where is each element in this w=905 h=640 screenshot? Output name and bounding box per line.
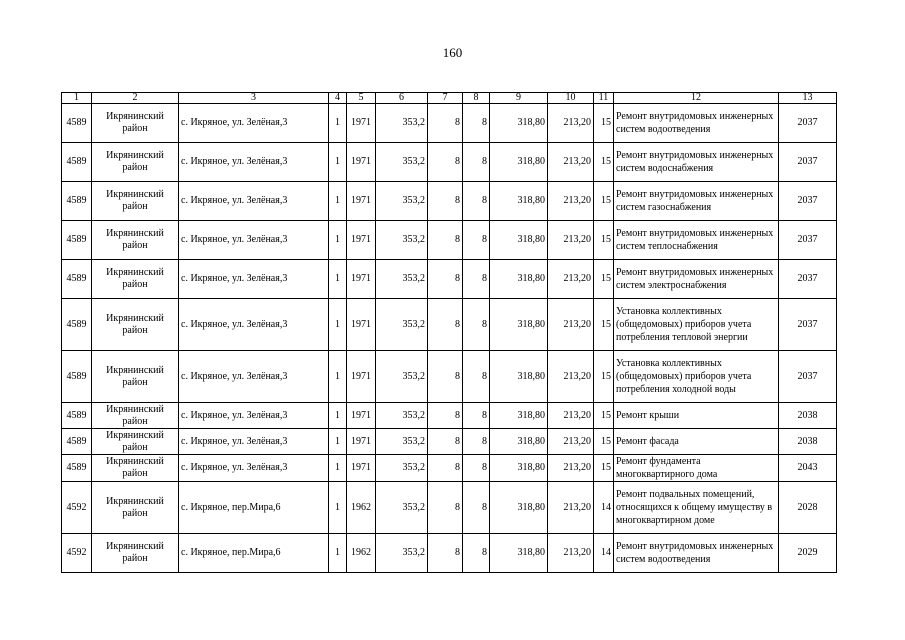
col8-cell: 8 [463, 182, 490, 221]
district-cell: Икрянинский район [92, 143, 179, 182]
table-row [62, 455, 837, 482]
year-cell: 1971 [347, 429, 376, 455]
col11-cell: 14 [594, 482, 614, 534]
col10-cell: 213,20 [548, 221, 594, 260]
work-type-cell: Ремонт подвальных помещений, относящихся к общему имуществу в многоквартирном доме [614, 482, 779, 534]
work-type-cell: Ремонт внутридомовых инженерных систем электроснабжения [614, 260, 779, 299]
district-cell: Икрянинский район [92, 351, 179, 403]
work-type-cell: Ремонт внутридомовых инженерных систем газоснабжения [614, 182, 779, 221]
col7-cell: 8 [428, 182, 463, 221]
col8-cell: 8 [463, 429, 490, 455]
address-cell: с. Икряное, пер.Мира,6 [179, 482, 329, 534]
row-id: 4589 [62, 221, 92, 260]
due-year-cell: 2037 [779, 104, 837, 143]
area-cell: 353,2 [376, 182, 428, 221]
district-cell: Икрянинский район [92, 429, 179, 455]
col11-cell: 15 [594, 260, 614, 299]
address-cell: с. Икряное, ул. Зелёная,3 [179, 143, 329, 182]
col7-cell: 8 [428, 260, 463, 299]
col9-cell: 318,80 [490, 534, 548, 573]
row-id: 4589 [62, 260, 92, 299]
due-year-cell: 2037 [779, 351, 837, 403]
col9-cell: 318,80 [490, 403, 548, 429]
district-cell: Икрянинский район [92, 403, 179, 429]
col7-cell: 8 [428, 482, 463, 534]
work-type-cell: Ремонт фундамента многоквартирного дома [614, 455, 779, 482]
col9-cell: 318,80 [490, 104, 548, 143]
table-row [62, 143, 837, 182]
col7-cell: 8 [428, 403, 463, 429]
col8-cell: 8 [463, 351, 490, 403]
work-type-cell: Ремонт фасада [614, 429, 779, 455]
col4-cell: 1 [329, 534, 347, 573]
area-cell: 353,2 [376, 221, 428, 260]
col7-cell: 8 [428, 143, 463, 182]
row-id: 4589 [62, 299, 92, 351]
col7-cell: 8 [428, 429, 463, 455]
address-cell: с. Икряное, пер.Мира,6 [179, 534, 329, 573]
work-type-cell: Ремонт внутридомовых инженерных систем водоснабжения [614, 143, 779, 182]
due-year-cell: 2043 [779, 455, 837, 482]
address-cell: с. Икряное, ул. Зелёная,3 [179, 260, 329, 299]
col4-cell: 1 [329, 182, 347, 221]
district-cell: Икрянинский район [92, 299, 179, 351]
col4-cell: 1 [329, 403, 347, 429]
year-cell: 1971 [347, 455, 376, 482]
col8-cell: 8 [463, 299, 490, 351]
column-number-11: 11 [594, 93, 614, 104]
district-cell: Икрянинский район [92, 534, 179, 573]
column-number-8: 8 [463, 93, 490, 104]
column-number-1: 1 [62, 93, 92, 104]
col10-cell: 213,20 [548, 104, 594, 143]
col8-cell: 8 [463, 455, 490, 482]
district-cell: Икрянинский район [92, 182, 179, 221]
column-number-5: 5 [347, 93, 376, 104]
area-cell: 353,2 [376, 455, 428, 482]
col9-cell: 318,80 [490, 455, 548, 482]
work-type-cell: Ремонт внутридомовых инженерных систем водоотведения [614, 534, 779, 573]
column-number-3: 3 [179, 93, 329, 104]
area-cell: 353,2 [376, 351, 428, 403]
due-year-cell: 2037 [779, 143, 837, 182]
col7-cell: 8 [428, 221, 463, 260]
col8-cell: 8 [463, 143, 490, 182]
column-number-7: 7 [428, 93, 463, 104]
year-cell: 1962 [347, 534, 376, 573]
col8-cell: 8 [463, 482, 490, 534]
work-type-cell: Ремонт внутридомовых инженерных систем водоотведения [614, 104, 779, 143]
col11-cell: 15 [594, 299, 614, 351]
year-cell: 1971 [347, 221, 376, 260]
row-id: 4589 [62, 143, 92, 182]
year-cell: 1971 [347, 104, 376, 143]
col10-cell: 213,20 [548, 143, 594, 182]
col10-cell: 213,20 [548, 182, 594, 221]
col9-cell: 318,80 [490, 429, 548, 455]
col10-cell: 213,20 [548, 351, 594, 403]
address-cell: с. Икряное, ул. Зелёная,3 [179, 403, 329, 429]
district-cell: Икрянинский район [92, 221, 179, 260]
area-cell: 353,2 [376, 143, 428, 182]
col9-cell: 318,80 [490, 221, 548, 260]
col11-cell: 15 [594, 455, 614, 482]
column-number-row [62, 93, 837, 104]
address-cell: с. Икряное, ул. Зелёная,3 [179, 351, 329, 403]
row-id: 4589 [62, 429, 92, 455]
row-id: 4589 [62, 455, 92, 482]
col8-cell: 8 [463, 403, 490, 429]
area-cell: 353,2 [376, 429, 428, 455]
row-id: 4589 [62, 403, 92, 429]
district-cell: Икрянинский район [92, 260, 179, 299]
col11-cell: 15 [594, 221, 614, 260]
row-id: 4592 [62, 482, 92, 534]
col10-cell: 213,20 [548, 403, 594, 429]
col11-cell: 15 [594, 143, 614, 182]
col10-cell: 213,20 [548, 429, 594, 455]
table-row [62, 429, 837, 455]
due-year-cell: 2028 [779, 482, 837, 534]
col11-cell: 15 [594, 351, 614, 403]
row-id: 4592 [62, 534, 92, 573]
col4-cell: 1 [329, 351, 347, 403]
due-year-cell: 2029 [779, 534, 837, 573]
year-cell: 1971 [347, 260, 376, 299]
due-year-cell: 2037 [779, 182, 837, 221]
due-year-cell: 2037 [779, 260, 837, 299]
col7-cell: 8 [428, 534, 463, 573]
column-number-12: 12 [614, 93, 779, 104]
area-cell: 353,2 [376, 260, 428, 299]
col7-cell: 8 [428, 104, 463, 143]
area-cell: 353,2 [376, 104, 428, 143]
row-id: 4589 [62, 182, 92, 221]
col4-cell: 1 [329, 299, 347, 351]
col11-cell: 15 [594, 104, 614, 143]
year-cell: 1971 [347, 143, 376, 182]
col9-cell: 318,80 [490, 482, 548, 534]
district-cell: Икрянинский район [92, 104, 179, 143]
col8-cell: 8 [463, 104, 490, 143]
col4-cell: 1 [329, 260, 347, 299]
due-year-cell: 2037 [779, 221, 837, 260]
work-type-cell: Ремонт внутридомовых инженерных систем теплоснабжения [614, 221, 779, 260]
due-year-cell: 2038 [779, 429, 837, 455]
work-type-cell: Установка коллективных (общедомовых) приборов учета потребления холодной воды [614, 351, 779, 403]
column-number-4: 4 [329, 93, 347, 104]
col10-cell: 213,20 [548, 260, 594, 299]
address-cell: с. Икряное, ул. Зелёная,3 [179, 455, 329, 482]
col8-cell: 8 [463, 260, 490, 299]
column-number-6: 6 [376, 93, 428, 104]
column-number-13: 13 [779, 93, 837, 104]
col10-cell: 213,20 [548, 299, 594, 351]
col10-cell: 213,20 [548, 482, 594, 534]
table-row [62, 482, 837, 534]
address-cell: с. Икряное, ул. Зелёная,3 [179, 104, 329, 143]
col9-cell: 318,80 [490, 351, 548, 403]
area-cell: 353,2 [376, 299, 428, 351]
col10-cell: 213,20 [548, 534, 594, 573]
year-cell: 1962 [347, 482, 376, 534]
col4-cell: 1 [329, 221, 347, 260]
col4-cell: 1 [329, 455, 347, 482]
due-year-cell: 2038 [779, 403, 837, 429]
year-cell: 1971 [347, 299, 376, 351]
year-cell: 1971 [347, 182, 376, 221]
col7-cell: 8 [428, 455, 463, 482]
year-cell: 1971 [347, 351, 376, 403]
table-row [62, 351, 837, 403]
address-cell: с. Икряное, ул. Зелёная,3 [179, 299, 329, 351]
row-id: 4589 [62, 351, 92, 403]
capital-repair-table [61, 92, 837, 573]
table-row [62, 104, 837, 143]
due-year-cell: 2037 [779, 299, 837, 351]
column-number-2: 2 [92, 93, 179, 104]
col9-cell: 318,80 [490, 143, 548, 182]
col11-cell: 15 [594, 403, 614, 429]
col8-cell: 8 [463, 534, 490, 573]
col4-cell: 1 [329, 143, 347, 182]
table-row [62, 260, 837, 299]
col4-cell: 1 [329, 104, 347, 143]
col9-cell: 318,80 [490, 299, 548, 351]
row-id: 4589 [62, 104, 92, 143]
area-cell: 353,2 [376, 403, 428, 429]
table-row [62, 299, 837, 351]
page-number: 160 [442, 45, 463, 60]
column-number-10: 10 [548, 93, 594, 104]
col9-cell: 318,80 [490, 182, 548, 221]
col7-cell: 8 [428, 351, 463, 403]
table-row [62, 403, 837, 429]
col10-cell: 213,20 [548, 455, 594, 482]
column-number-9: 9 [490, 93, 548, 104]
district-cell: Икрянинский район [92, 482, 179, 534]
col11-cell: 14 [594, 534, 614, 573]
year-cell: 1971 [347, 403, 376, 429]
work-type-cell: Установка коллективных (общедомовых) приборов учета потребления тепловой энергии [614, 299, 779, 351]
col4-cell: 1 [329, 429, 347, 455]
address-cell: с. Икряное, ул. Зелёная,3 [179, 182, 329, 221]
table-row [62, 221, 837, 260]
table-row [62, 534, 837, 573]
area-cell: 353,2 [376, 534, 428, 573]
address-cell: с. Икряное, ул. Зелёная,3 [179, 429, 329, 455]
col9-cell: 318,80 [490, 260, 548, 299]
area-cell: 353,2 [376, 482, 428, 534]
district-cell: Икрянинский район [92, 455, 179, 482]
col4-cell: 1 [329, 482, 347, 534]
address-cell: с. Икряное, ул. Зелёная,3 [179, 221, 329, 260]
col8-cell: 8 [463, 221, 490, 260]
col7-cell: 8 [428, 299, 463, 351]
col11-cell: 15 [594, 429, 614, 455]
work-type-cell: Ремонт крыши [614, 403, 779, 429]
table-row [62, 182, 837, 221]
col11-cell: 15 [594, 182, 614, 221]
